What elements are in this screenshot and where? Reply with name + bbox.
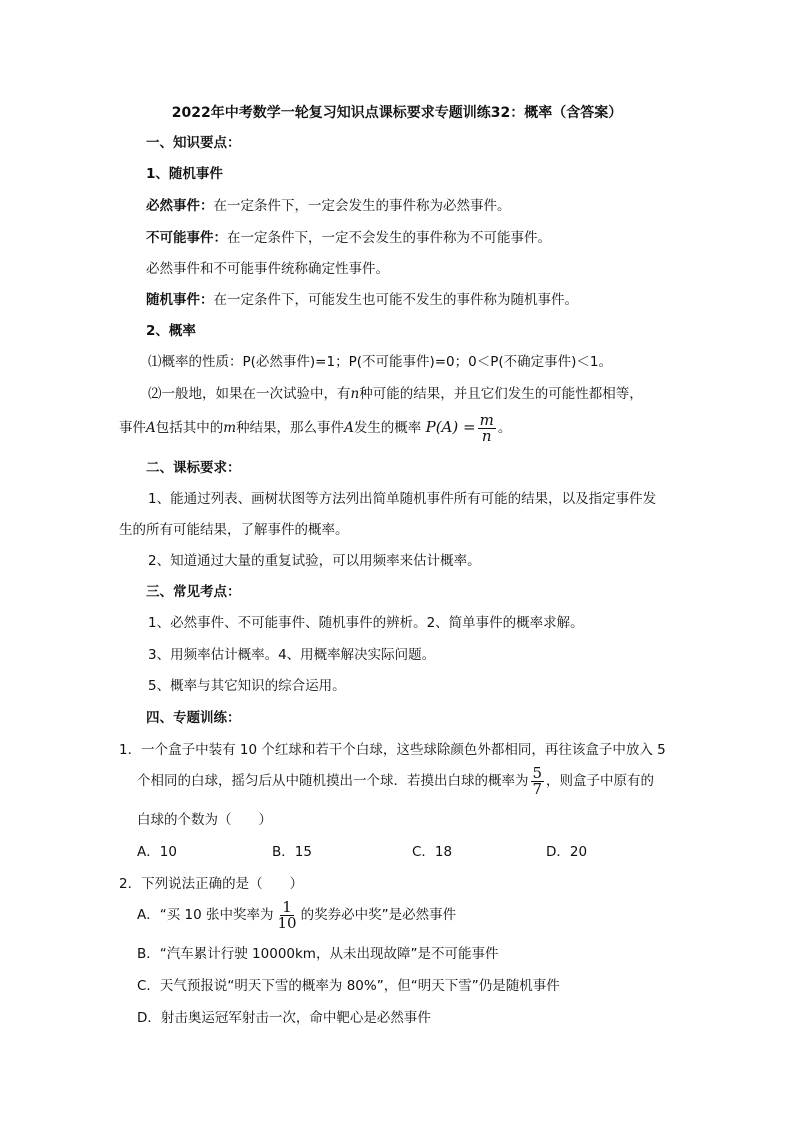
question-1-option-a[interactable]: A．10 [137,844,177,860]
formula-text-b: 包括其中的 [155,420,224,436]
certain-event-definition: 在一定条件下，一定会发生的事件称为必然事件。 [213,198,511,214]
question-1-text-a: 个相同的白球，摇匀后从中随机摸出一个球．若摸出白球的概率为 [137,773,529,789]
general-definition-text-a: ⑵一般地，如果在一次试验中，有 [148,386,351,402]
question-2-option-a[interactable] [137,896,456,934]
curriculum-item-1-b: 生的所有可能结果，了解事件的概率。 [119,522,349,538]
certain-event-line [146,197,511,215]
general-definition-text-b: 种可能的结果，并且它们发生的可能性都相等， [359,386,643,402]
impossible-event-term: 不可能事件： [146,230,227,246]
probability-properties: ⑴概率的性质：P(必然事件)=1；P(不可能事件)=0；0＜P(不确定事件)＜1。 [148,354,613,370]
question-1-option-c[interactable]: C．18 [412,844,453,860]
random-event-line [146,291,578,309]
formula-numerator: m [479,410,494,429]
page-title: 2022年中考数学一轮复习知识点课标要求专题训练32：概率（含答案） [171,105,623,121]
formula-lhs: P(A) = [425,418,476,436]
random-event-definition: 在一定条件下，可能发生也可能不发生的事件称为随机事件。 [213,292,578,308]
question-1-option-b[interactable]: B．15 [272,844,312,860]
question-2-option-d[interactable]: D．射击奥运冠军射击一次，命中靶心是必然事件 [137,1010,431,1026]
curriculum-item-2: 2、知道通过大量的重复试验，可以用频率来估计概率。 [148,553,481,569]
impossible-event-line [146,229,551,247]
question-2-option-a-fraction [276,897,299,932]
section-heading-curriculum: 二、课标要求： [146,460,241,476]
variable-A: A [146,420,156,436]
question-1-text-b: ，则盒子中原有的 [546,773,655,789]
question-2-option-c[interactable]: C．天气预报说“明天下雪的概率为 80%”，但“明天下雪”仍是随机事件 [137,978,560,994]
option-a-fraction-numerator: 1 [282,897,292,916]
question-2-stem: 2．下列说法正确的是（ ） [119,876,304,892]
section-heading-knowledge: 一、知识要点： [146,135,241,151]
deterministic-event-note: 必然事件和不可能事件统称确定性事件。 [146,261,389,277]
random-event-term: 随机事件： [146,292,214,308]
subheading-random-events: 1、随机事件 [146,166,223,182]
formula-text-d: 发生的概率 [353,420,422,436]
section-heading-practice: 四、专题训练： [146,710,241,726]
formula-end: 。 [497,420,512,436]
variable-n: n [350,386,360,402]
variable-m: m [223,420,237,436]
formula-fraction [478,410,496,445]
general-definition-line [148,385,643,403]
exam-point-line-1: 1、必然事件、不可能事件、随机事件的辨析。2、简单事件的概率求解。 [148,615,584,631]
formula-denominator: n [481,426,492,445]
question-1-fraction-denominator: 7 [532,779,543,798]
certain-event-term: 必然事件： [146,198,214,214]
exam-point-line-3: 5、概率与其它知识的综合运用。 [148,678,346,694]
question-1-fraction-numerator: 5 [532,763,543,782]
question-2-option-a-text-b: 的奖券必中奖”是必然事件 [300,907,457,923]
question-2-option-b[interactable]: B．“汽车累计行驶 10000km，从未出现故障”是不可能事件 [137,946,499,962]
variable-A-2: A [344,420,354,436]
formula-text-c: 种结果，那么事件 [236,420,345,436]
question-1-line-3: 白球的个数为（ ） [137,812,272,828]
impossible-event-definition: 在一定条件下，一定不会发生的事件称为不可能事件。 [227,230,551,246]
question-1-option-d[interactable]: D．20 [546,844,588,860]
subheading-probability: 2、概率 [146,323,196,339]
section-heading-exam-points: 三、常见考点： [146,584,241,600]
formula-text-a: 事件 [119,420,146,436]
question-2-option-a-text-a: A．“买 10 张中奖率为 [137,907,274,923]
exam-point-line-2: 3、用频率估计概率。4、用概率解决实际问题。 [148,647,436,663]
question-1-fraction [531,763,545,798]
curriculum-item-1-a: 1、能通过列表、画树状图等方法列出简单随机事件所有可能的结果，以及指定事件发 [148,491,657,507]
probability-formula-line [119,410,511,445]
question-1-line-1: 1．一个盒子中装有 10 个红球和若干个白球，这些球除颜色外都相同，再往该盒子中放入 5 [119,742,666,758]
question-1-line-2 [137,762,654,800]
option-a-fraction-denominator: 10 [277,913,297,932]
